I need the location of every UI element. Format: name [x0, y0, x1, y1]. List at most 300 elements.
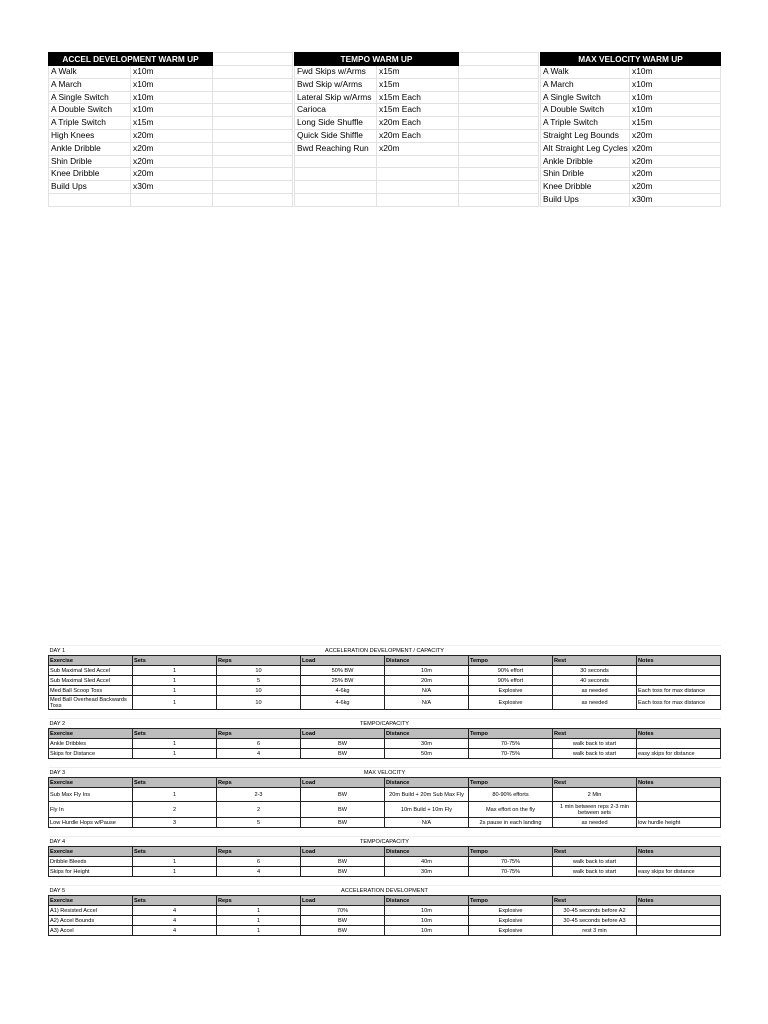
program-header-row — [49, 847, 721, 857]
cell-sets: 1 — [133, 867, 217, 877]
cell-exercise: Skips for Height — [49, 867, 133, 877]
column-header-load: Load — [301, 656, 385, 666]
cell-notes — [637, 802, 721, 818]
cell-exercise: Low Hurdle Hops w/Pause — [49, 818, 133, 828]
cell-reps: 6 — [217, 857, 301, 867]
cell-tempo: Explosive — [469, 686, 553, 696]
spacer-cell — [49, 877, 721, 886]
warmup-drill: Ankle Dribble — [49, 142, 131, 155]
warmup-empty-cell — [459, 78, 539, 91]
cell-notes — [637, 906, 721, 916]
warmup-row — [295, 91, 539, 104]
warmup-drill: Bwd Skip w/Arms — [295, 78, 377, 91]
cell-notes: low hurdle height — [637, 818, 721, 828]
warmup-empty-cell — [213, 104, 293, 117]
cell-distance: 10m — [385, 666, 469, 676]
warmup-distance — [377, 193, 459, 206]
cell-exercise: Med Ball Overhead Backwards Toss — [49, 696, 133, 710]
warmup-distance — [377, 155, 459, 168]
warmup-drill: A Single Switch — [541, 91, 630, 104]
warmup-row — [49, 142, 293, 155]
column-header-sets: Sets — [133, 729, 217, 739]
cell-load: BW — [301, 788, 385, 802]
column-header-tempo: Tempo — [469, 896, 553, 906]
warmup-empty-cell — [213, 129, 293, 142]
warmup-row — [49, 66, 293, 79]
cell-tempo: Max effort on the fly — [469, 802, 553, 818]
warmup-row — [295, 193, 539, 206]
cell-reps: 10 — [217, 666, 301, 676]
cell-reps: 2-3 — [217, 788, 301, 802]
accel-warmup-body — [49, 66, 293, 207]
cell-distance: 10m Build + 10m Fly — [385, 802, 469, 818]
cell-tempo: 70-75% — [469, 739, 553, 749]
warmup-empty-cell — [459, 193, 539, 206]
tempo-warmup-title: TEMPO WARM UP — [295, 53, 459, 66]
warmup-distance: x15m Each — [377, 91, 459, 104]
cell-exercise: Dribble Bleeds — [49, 857, 133, 867]
spacer-row — [49, 759, 721, 768]
column-header-notes: Notes — [637, 778, 721, 788]
day-label: DAY 5 — [49, 886, 133, 896]
warmup-distance: x10m — [630, 104, 721, 117]
warmup-distance: x20m — [630, 181, 721, 194]
weekly-program-body — [49, 646, 721, 936]
warmup-drill: Lateral Skip w/Arms — [295, 91, 377, 104]
cell-distance: 30m — [385, 739, 469, 749]
warmup-distance: x15m — [377, 66, 459, 79]
warmup-distance: x30m — [131, 181, 213, 194]
column-header-reps: Reps — [217, 847, 301, 857]
warmup-distance: x15m — [630, 117, 721, 130]
warmup-drill: Knee Dribble — [49, 168, 131, 181]
warmup-distance: x20m — [131, 142, 213, 155]
column-header-rest: Rest — [553, 778, 637, 788]
warmup-row — [541, 104, 721, 117]
day-focus: MAX VELOCITY — [133, 768, 637, 778]
warmup-row — [49, 168, 293, 181]
cell-exercise: Fly In — [49, 802, 133, 818]
cell-tempo: 70-75% — [469, 867, 553, 877]
cell-load: 25% BW — [301, 676, 385, 686]
cell-exercise: Sub Max Fly Ins — [49, 788, 133, 802]
warmup-drill: A Double Switch — [541, 104, 630, 117]
warmup-drill: A Walk — [541, 66, 630, 79]
cell-notes — [637, 676, 721, 686]
warmup-drill: Long Side Shuffle — [295, 117, 377, 130]
cell-notes: Each toss for max distance — [637, 686, 721, 696]
warmup-row — [295, 155, 539, 168]
cell-distance: 10m — [385, 926, 469, 936]
column-header-reps: Reps — [217, 729, 301, 739]
warmup-row — [49, 193, 293, 206]
day-heading-row — [49, 768, 721, 778]
warmup-drill: A March — [49, 78, 131, 91]
warmup-drill: Fwd Skips w/Arms — [295, 66, 377, 79]
warmup-empty-cell — [459, 142, 539, 155]
program-header-row — [49, 656, 721, 666]
spacer-row — [49, 877, 721, 886]
cell-exercise: A3) Accel — [49, 926, 133, 936]
cell-distance: N/A — [385, 696, 469, 710]
exercise-row — [49, 867, 721, 877]
warmup-row — [541, 117, 721, 130]
cell-sets: 1 — [133, 666, 217, 676]
day-label: DAY 1 — [49, 646, 133, 656]
day-empty — [637, 886, 721, 896]
exercise-row — [49, 926, 721, 936]
warmup-drill: Shin Drible — [49, 155, 131, 168]
column-header-exercise: Exercise — [49, 847, 133, 857]
warmup-drill: A March — [541, 78, 630, 91]
warmup-row — [295, 129, 539, 142]
accel-warmup-title: ACCEL DEVELOPMENT WARM UP — [49, 53, 213, 66]
warmup-distance: x10m — [630, 91, 721, 104]
warmup-distance: x20m — [630, 168, 721, 181]
cell-rest: walk back to start — [553, 749, 637, 759]
warmup-drill — [49, 193, 131, 206]
day-empty — [637, 837, 721, 847]
cell-load: BW — [301, 857, 385, 867]
cell-sets: 1 — [133, 749, 217, 759]
cell-reps: 6 — [217, 739, 301, 749]
warmup-row — [49, 78, 293, 91]
column-header-rest: Rest — [553, 847, 637, 857]
exercise-row — [49, 666, 721, 676]
cell-distance: 40m — [385, 857, 469, 867]
program-header-row — [49, 729, 721, 739]
cell-distance: 20m Build + 20m Sub Max Fly — [385, 788, 469, 802]
warmup-drill: Bwd Reaching Run — [295, 142, 377, 155]
cell-load: BW — [301, 926, 385, 936]
warmup-empty-cell — [213, 155, 293, 168]
cell-notes: easy skips for distance — [637, 749, 721, 759]
cell-notes — [637, 788, 721, 802]
cell-load: 70% — [301, 906, 385, 916]
cell-load: 4-6kg — [301, 686, 385, 696]
cell-rest: 2 Min — [553, 788, 637, 802]
warmup-row — [295, 66, 539, 79]
cell-tempo: Explosive — [469, 906, 553, 916]
warmup-row — [49, 91, 293, 104]
warmup-distance: x30m — [630, 193, 721, 206]
warmup-distance: x20m Each — [377, 117, 459, 130]
cell-distance: 10m — [385, 906, 469, 916]
cell-load: BW — [301, 739, 385, 749]
column-header-rest: Rest — [553, 729, 637, 739]
warmup-row — [295, 181, 539, 194]
column-header-sets: Sets — [133, 778, 217, 788]
spacer-row — [49, 828, 721, 837]
cell-load: BW — [301, 818, 385, 828]
tempo-warmup-table — [294, 52, 539, 207]
day-heading-row — [49, 886, 721, 896]
exercise-row — [49, 686, 721, 696]
warmup-distance: x20m — [131, 168, 213, 181]
warmup-row — [541, 129, 721, 142]
warmup-empty-cell — [459, 129, 539, 142]
warmup-drill: A Triple Switch — [49, 117, 131, 130]
column-header-distance: Distance — [385, 778, 469, 788]
column-header-sets: Sets — [133, 656, 217, 666]
column-header-rest: Rest — [553, 656, 637, 666]
warmup-drill: High Knees — [49, 129, 131, 142]
program-header-row — [49, 778, 721, 788]
warmup-drill: Carioca — [295, 104, 377, 117]
day-focus: ACCELERATION DEVELOPMENT / CAPACITY — [133, 646, 637, 656]
warmup-empty-cell — [213, 66, 293, 79]
column-header-load: Load — [301, 896, 385, 906]
warmup-distance — [377, 168, 459, 181]
column-header-load: Load — [301, 778, 385, 788]
cell-exercise: A1) Resisted Accel — [49, 906, 133, 916]
cell-sets: 1 — [133, 696, 217, 710]
cell-load: BW — [301, 802, 385, 818]
column-header-exercise: Exercise — [49, 896, 133, 906]
day-heading-row — [49, 719, 721, 729]
cell-notes — [637, 666, 721, 676]
cell-distance: N/A — [385, 686, 469, 696]
warmup-drill: Alt Straight Leg Cycles — [541, 142, 630, 155]
warmup-distance: x20m — [630, 142, 721, 155]
spacer-row — [49, 710, 721, 719]
cell-rest: 30-45 seconds before A2 — [553, 906, 637, 916]
warmup-drill: Ankle Dribble — [541, 155, 630, 168]
cell-exercise: Skips for Distance — [49, 749, 133, 759]
column-header-reps: Reps — [217, 778, 301, 788]
warmup-row — [295, 78, 539, 91]
warmup-distance: x10m — [630, 66, 721, 79]
cell-notes — [637, 857, 721, 867]
warmup-row — [541, 181, 721, 194]
day-focus: TEMPO/CAPACITY — [133, 837, 637, 847]
cell-reps: 5 — [217, 676, 301, 686]
cell-exercise: A2) Accel Bounds — [49, 916, 133, 926]
cell-reps: 10 — [217, 686, 301, 696]
column-header-exercise: Exercise — [49, 656, 133, 666]
cell-rest: as needed — [553, 686, 637, 696]
warmup-drill: Straight Leg Bounds — [541, 129, 630, 142]
warmup-distance: x10m — [131, 91, 213, 104]
cell-tempo: Explosive — [469, 926, 553, 936]
cell-rest: 30 seconds — [553, 666, 637, 676]
warmup-distance: x20m — [377, 142, 459, 155]
warmup-distance: x15m — [131, 117, 213, 130]
column-header-load: Load — [301, 847, 385, 857]
warmup-empty-cell — [459, 91, 539, 104]
program-header-row — [49, 896, 721, 906]
column-header-tempo: Tempo — [469, 778, 553, 788]
cell-exercise: Sub Maximal Sled Accel — [49, 676, 133, 686]
cell-tempo: 70-75% — [469, 749, 553, 759]
cell-tempo: 90% effort — [469, 666, 553, 676]
warmup-row — [541, 193, 721, 206]
column-header-exercise: Exercise — [49, 729, 133, 739]
cell-distance: 50m — [385, 749, 469, 759]
cell-load: 50% BW — [301, 666, 385, 676]
warmup-empty-cell — [459, 155, 539, 168]
column-header-reps: Reps — [217, 896, 301, 906]
cell-tempo: 90% effort — [469, 676, 553, 686]
cell-sets: 1 — [133, 676, 217, 686]
warmup-empty-cell — [213, 181, 293, 194]
warmup-row — [541, 155, 721, 168]
warmup-empty-cell — [459, 168, 539, 181]
column-header-load: Load — [301, 729, 385, 739]
warmup-distance: x20m — [630, 129, 721, 142]
warmup-drill: A Triple Switch — [541, 117, 630, 130]
warmup-drill: Quick Side Shiffle — [295, 129, 377, 142]
exercise-row — [49, 696, 721, 710]
warmup-row — [541, 142, 721, 155]
cell-load: BW — [301, 749, 385, 759]
column-header-tempo: Tempo — [469, 729, 553, 739]
column-header-exercise: Exercise — [49, 778, 133, 788]
warmup-row — [49, 155, 293, 168]
warmup-empty-cell — [459, 66, 539, 79]
column-header-distance: Distance — [385, 729, 469, 739]
warmup-distance — [377, 181, 459, 194]
warmup-distance: x20m — [131, 155, 213, 168]
cell-exercise: Sub Maximal Sled Accel — [49, 666, 133, 676]
warmup-row — [49, 104, 293, 117]
cell-distance: 30m — [385, 867, 469, 877]
cell-rest: walk back to start — [553, 857, 637, 867]
cell-sets: 2 — [133, 802, 217, 818]
cell-sets: 4 — [133, 906, 217, 916]
day-empty — [637, 646, 721, 656]
warmup-row — [295, 104, 539, 117]
warmup-distance: x20m — [131, 129, 213, 142]
warmup-drill — [295, 193, 377, 206]
cell-sets: 1 — [133, 739, 217, 749]
maxv-warmup-title: MAX VELOCITY WARM UP — [541, 53, 721, 66]
cell-rest: 1 min between reps 2-3 min between sets — [553, 802, 637, 818]
accel-warmup-table — [48, 52, 293, 207]
warmup-row — [541, 168, 721, 181]
column-header-tempo: Tempo — [469, 847, 553, 857]
warmup-empty-cell — [213, 78, 293, 91]
column-header-sets: Sets — [133, 896, 217, 906]
warmup-drill — [295, 181, 377, 194]
warmup-row — [49, 129, 293, 142]
warmup-row — [541, 91, 721, 104]
cell-sets: 1 — [133, 788, 217, 802]
weekly-program-table — [48, 645, 721, 936]
warmup-empty-cell — [213, 117, 293, 130]
cell-rest: walk back to start — [553, 867, 637, 877]
cell-notes — [637, 926, 721, 936]
warmup-drill — [295, 168, 377, 181]
day-heading-row — [49, 646, 721, 656]
cell-tempo: Explosive — [469, 696, 553, 710]
cell-exercise: Ankle Dribbles — [49, 739, 133, 749]
warmup-empty-cell — [213, 168, 293, 181]
warmup-drill: A Walk — [49, 66, 131, 79]
warmup-distance: x10m — [131, 104, 213, 117]
day-focus: ACCELERATION DEVELOPMENT — [133, 886, 637, 896]
warmup-empty-cell — [213, 142, 293, 155]
warmup-empty-cell — [459, 181, 539, 194]
cell-distance: 20m — [385, 676, 469, 686]
cell-rest: as needed — [553, 696, 637, 710]
warmup-distance: x20m Each — [377, 129, 459, 142]
column-header-notes: Notes — [637, 896, 721, 906]
warmup-drill: A Double Switch — [49, 104, 131, 117]
warmup-drill — [295, 155, 377, 168]
cell-reps: 4 — [217, 867, 301, 877]
spacer-cell — [49, 828, 721, 837]
warmup-row — [49, 181, 293, 194]
day-label: DAY 4 — [49, 837, 133, 847]
warmup-empty-cell — [213, 91, 293, 104]
cell-reps: 1 — [217, 916, 301, 926]
exercise-row — [49, 906, 721, 916]
exercise-row — [49, 916, 721, 926]
warmup-drill: A Single Switch — [49, 91, 131, 104]
cell-notes — [637, 739, 721, 749]
column-header-reps: Reps — [217, 656, 301, 666]
cell-notes — [637, 916, 721, 926]
cell-reps: 1 — [217, 926, 301, 936]
cell-sets: 4 — [133, 916, 217, 926]
cell-tempo: 80-90% efforts — [469, 788, 553, 802]
day-empty — [637, 768, 721, 778]
column-header-tempo: Tempo — [469, 656, 553, 666]
warmup-distance: x10m — [131, 66, 213, 79]
cell-rest: 30-45 seconds before A3 — [553, 916, 637, 926]
warmup-distance — [131, 193, 213, 206]
cell-reps: 4 — [217, 749, 301, 759]
warmup-row — [295, 142, 539, 155]
column-header-notes: Notes — [637, 656, 721, 666]
day-label: DAY 3 — [49, 768, 133, 778]
warmup-drill: Build Ups — [49, 181, 131, 194]
maxv-warmup-table — [540, 52, 721, 207]
spacer-cell — [49, 710, 721, 719]
exercise-row — [49, 818, 721, 828]
warmup-distance: x15m Each — [377, 104, 459, 117]
cell-rest: 40 seconds — [553, 676, 637, 686]
maxv-warmup-body — [541, 66, 721, 207]
day-focus: TEMPO/CAPACITY — [133, 719, 637, 729]
exercise-row — [49, 749, 721, 759]
cell-tempo: Explosive — [469, 916, 553, 926]
warmup-empty-cell — [459, 117, 539, 130]
cell-tempo: 2s pause in each landing — [469, 818, 553, 828]
warmup-row — [541, 66, 721, 79]
warmup-distance: x15m — [377, 78, 459, 91]
warmup-drill: Build Ups — [541, 193, 630, 206]
cell-notes: easy skips for distance — [637, 867, 721, 877]
exercise-row — [49, 802, 721, 818]
spacer-cell — [49, 759, 721, 768]
cell-sets: 4 — [133, 926, 217, 936]
exercise-row — [49, 676, 721, 686]
warmup-distance: x10m — [630, 78, 721, 91]
warmup-drill: Shin Drible — [541, 168, 630, 181]
warmup-empty-cell — [213, 193, 293, 206]
cell-reps: 5 — [217, 818, 301, 828]
exercise-row — [49, 739, 721, 749]
cell-sets: 1 — [133, 857, 217, 867]
cell-reps: 1 — [217, 906, 301, 916]
warmup-drill: Knee Dribble — [541, 181, 630, 194]
cell-notes: Each toss for max distance — [637, 696, 721, 710]
day-heading-row — [49, 837, 721, 847]
column-header-rest: Rest — [553, 896, 637, 906]
day-empty — [637, 719, 721, 729]
